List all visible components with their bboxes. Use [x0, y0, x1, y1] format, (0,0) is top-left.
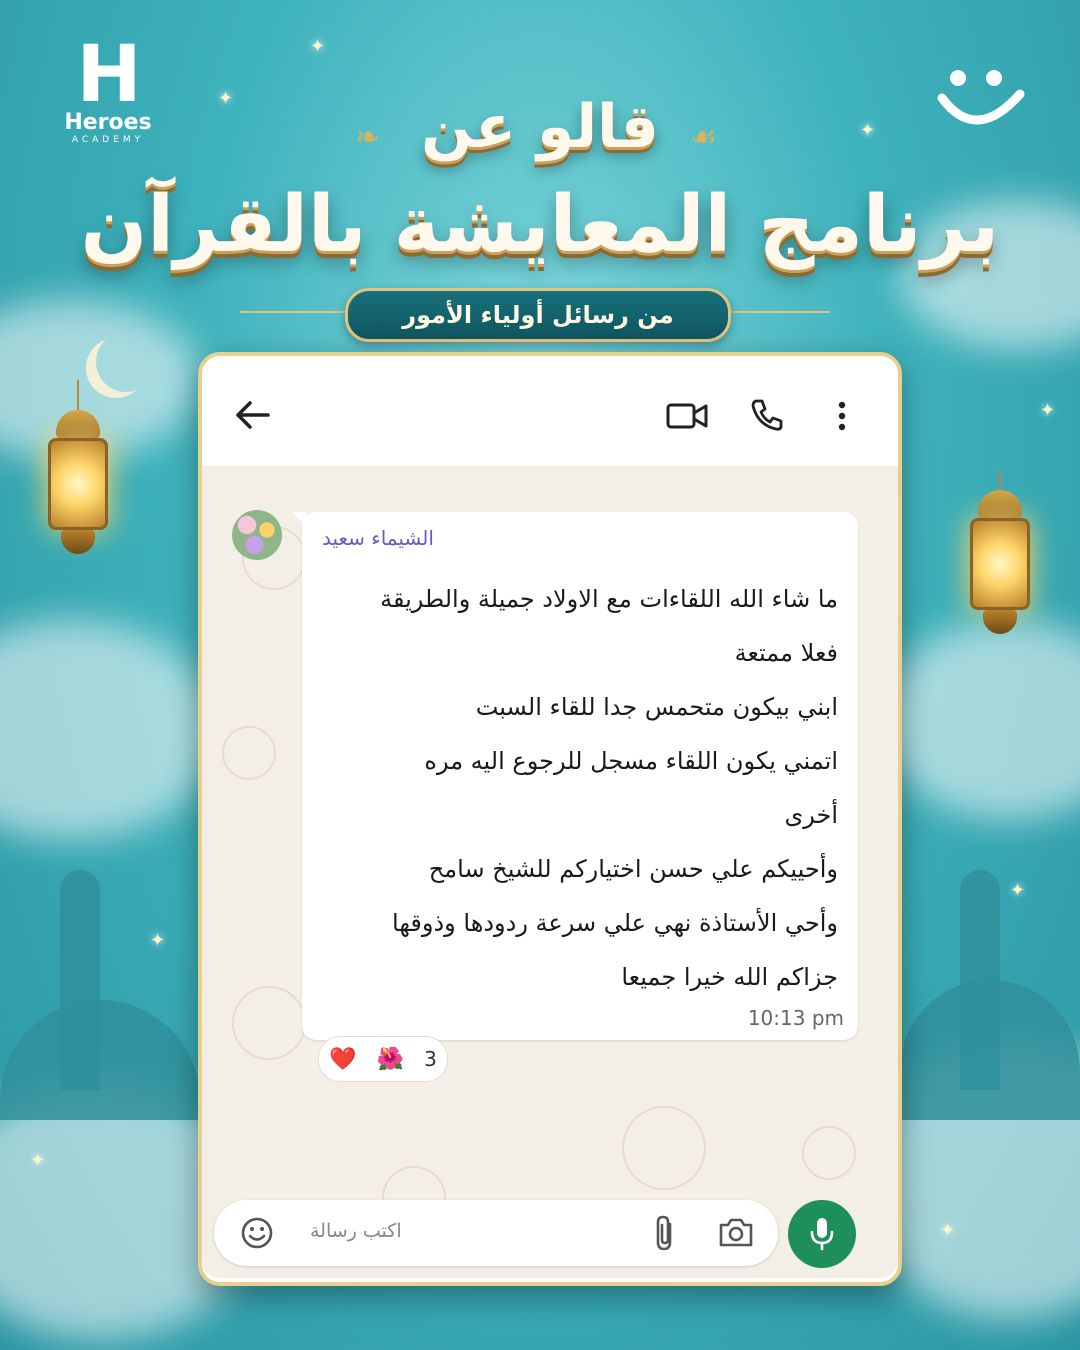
- lantern-icon: [970, 470, 1030, 634]
- message-line: اتمني يكون اللقاء مسجل للرجوع اليه مره: [424, 747, 838, 775]
- star-icon: ✦: [1040, 400, 1056, 421]
- doodle: [622, 1106, 706, 1190]
- chat-area[interactable]: [202, 466, 898, 1278]
- camera-icon[interactable]: [718, 1216, 754, 1248]
- mosque-dome: [0, 1000, 200, 1120]
- message-timestamp: 10:13 pm: [747, 1006, 844, 1030]
- mic-icon: [808, 1216, 836, 1252]
- mic-button[interactable]: [788, 1200, 856, 1268]
- back-arrow-icon[interactable]: [234, 400, 270, 430]
- message-line: ابني بيكون متحمس جدا للقاء السبت: [475, 693, 838, 721]
- reactions-pill[interactable]: [318, 1036, 448, 1082]
- chat-window: [198, 352, 902, 1286]
- star-icon: ✦: [30, 1150, 46, 1171]
- star-icon: ✦: [150, 930, 166, 951]
- lantern-icon: [48, 380, 108, 554]
- title-line-2: برنامج المعايشة بالقرآن: [80, 180, 1000, 270]
- doodle: [232, 986, 306, 1060]
- star-icon: ✦: [310, 36, 326, 57]
- more-vert-icon[interactable]: [836, 400, 848, 432]
- banner-divider: [720, 311, 830, 313]
- message-line: أخرى: [784, 801, 838, 829]
- star-icon: ✦: [1010, 880, 1026, 901]
- subtitle-banner: من رسائل أولياء الأمور: [345, 288, 731, 342]
- cloud: [880, 620, 1080, 820]
- message-line: وأحي الأستاذة نهي علي سرعة ردودها وذوقها: [392, 909, 838, 937]
- emoji-icon[interactable]: [240, 1216, 274, 1250]
- doodle: [222, 726, 276, 780]
- star-icon: ✦: [940, 1220, 956, 1241]
- cloud: [0, 620, 220, 840]
- logo-subtitle: ACADEMY: [71, 135, 145, 145]
- doodle: [802, 1126, 856, 1180]
- video-call-icon[interactable]: [666, 402, 708, 430]
- avatar[interactable]: [232, 510, 282, 560]
- title-line-1: قالو عن: [421, 92, 659, 162]
- banner-divider: [240, 311, 350, 313]
- message-line: فعلا ممتعة: [734, 639, 838, 667]
- message-line: وأحييكم علي حسن اختياركم للشيخ سامح: [428, 855, 838, 883]
- logo-name: Heroes: [64, 110, 152, 135]
- message-text: [318, 572, 838, 1004]
- phone-icon[interactable]: [750, 398, 784, 432]
- message-input[interactable]: اكتب رسالة: [310, 1220, 402, 1242]
- attach-icon[interactable]: [652, 1214, 678, 1252]
- star-icon: ✦: [218, 88, 234, 109]
- sender-name: الشيماء سعيد: [322, 526, 434, 550]
- leaf-ornament-icon: ☙: [690, 120, 717, 155]
- message-input-bar[interactable]: [214, 1200, 778, 1266]
- leaf-ornament-icon: ❧: [355, 120, 381, 155]
- heart-reaction-icon: ❤️: [329, 1046, 357, 1072]
- message-bubble[interactable]: [302, 512, 858, 1040]
- reaction-count: 3: [424, 1047, 437, 1071]
- mosque-dome: [900, 980, 1080, 1120]
- message-line: ما شاء الله اللقاءات مع الاولاد جميلة والطريقة: [380, 585, 838, 613]
- flower-reaction-icon: 🌺: [376, 1046, 405, 1072]
- logo-letter: H: [76, 30, 140, 120]
- chat-top-bar: [202, 356, 898, 466]
- message-line: جزاكم الله خيرا جميعا: [621, 963, 838, 991]
- star-icon: ✦: [860, 120, 876, 141]
